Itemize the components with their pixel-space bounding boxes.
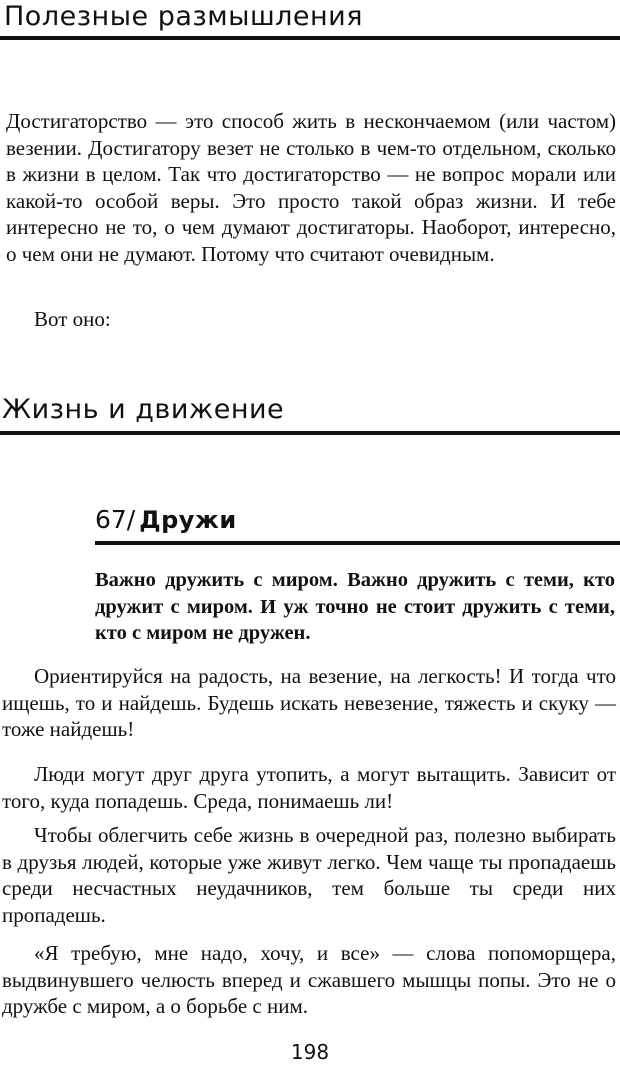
chapter-title: Дружи — [139, 506, 237, 534]
body-paragraph: Ориентируйся на радость, на везение, на легкость! И тогда что ищешь, то и найдешь. Будешь искать невезение, тяжесть и скуку — тоже найдешь! — [2, 664, 616, 742]
running-head: Полезные размышления — [4, 1, 363, 32]
chapter-rule — [95, 541, 620, 545]
body-paragraph: «Я требую, мне надо, хочу, и все» — слова попоморщера, выдвинувшего челюсть вперед и сжавшего мышцы попы. Это не о дружбе с миром, а о борьбе с ним. — [2, 941, 616, 1019]
chapter-heading — [95, 502, 237, 542]
chapter-epigraph: Важно дружить с миром. Важно дружить с теми, кто дружит с миром. И уж точно не стоит дружить с теми, кто с миром не дружен. — [95, 569, 615, 645]
intro-paragraph-2: Вот оно: — [34, 307, 111, 331]
body-paragraph: Люди могут друг друга утопить, а могут вытащить. Зависит от того, куда попадешь. Среда, понимаешь ли! — [2, 762, 616, 813]
section-title: Жизнь и движение — [2, 394, 285, 425]
section-title-rule — [0, 431, 620, 435]
page-number: 198 — [290, 1040, 330, 1064]
intro-paragraph-1: Достигаторство — это способ жить в нескончаемом (или частом) везении. Достигатору везет не столько в чем-то отдельном, сколько в жизни в целом. Так что достигаторство — не вопрос морали или какой-то особой веры. Это просто такой образ жизни. И тебе интересно не то, о чем думают достигаторы. Наоборот, интересно, о чем они не думают. Потому что считают очевидным. — [6, 109, 616, 266]
running-head-rule — [0, 36, 620, 40]
body-paragraph: Чтобы облегчить себе жизнь в очередной раз, полезно выбирать в друзья людей, которые уже живут легко. Чем чаще ты пропадаешь среди несчастных неудачников, тем больше ты среди них пропадешь. — [2, 823, 616, 927]
chapter-number: 67/ — [95, 505, 136, 534]
